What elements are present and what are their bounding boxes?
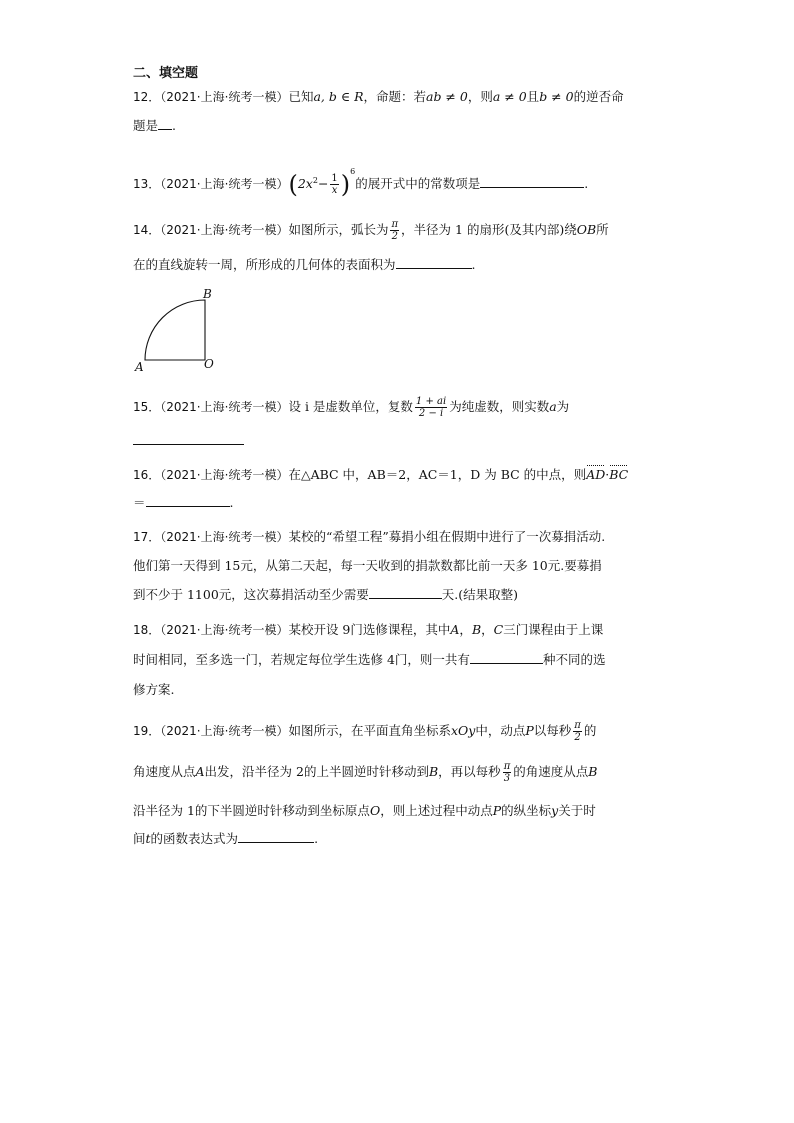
q17-line-2 (133, 557, 602, 575)
q16-text: 在△ABC 中，AB＝2，AC＝1，D 为 BC 的中点，则 (288, 467, 587, 482)
q13-fraction (330, 173, 338, 196)
q18-math: A (450, 622, 460, 637)
fraction-denominator: 3 (503, 773, 511, 784)
q19-text: 中，动点 (475, 723, 526, 738)
q16-source: 16．（2021·上海·统考一模） (133, 468, 289, 482)
q16-line-2 (133, 494, 234, 512)
fraction-numerator: 1 + ai (415, 396, 447, 407)
q14-text: 所 (596, 222, 609, 237)
q12-math: a, b ∈ R (313, 89, 364, 104)
q13-outer-exponent: 6 (350, 167, 356, 176)
q12-math: a ≠ 0 (492, 89, 527, 104)
q13-text: . (584, 176, 589, 191)
q19-math: P (492, 803, 502, 818)
fraction-numerator: π (503, 761, 511, 772)
q19-text: 的纵坐标 (501, 803, 552, 818)
right-paren: ) (340, 170, 351, 199)
q16-text: . (229, 495, 234, 510)
q18-text: 三门课程由于上课 (503, 622, 604, 637)
q19-text: 的角速度从点 (513, 764, 589, 779)
q15-line-2 (133, 432, 244, 450)
q12-text: 已知 (288, 89, 314, 104)
q15-line-1 (133, 396, 569, 419)
answer-blank[interactable] (480, 175, 584, 188)
q14-line-2 (133, 256, 476, 274)
q12-text: 且 (526, 89, 540, 104)
dot-product: · (605, 467, 610, 482)
q19-text: ，再以每秒 (438, 764, 501, 779)
q19-text: 的函数表达式为 (150, 831, 239, 846)
q19-text: 以每秒 (533, 723, 572, 738)
q19-math: y (551, 803, 559, 818)
q19-math: O (369, 803, 381, 818)
q14-text: 在的直线旋转一周，所形成的几何体的表面积为 (133, 257, 396, 272)
q13-exponent: 2 (312, 175, 318, 185)
q19-math: B (428, 764, 439, 779)
fraction-denominator: 2 − i (418, 408, 444, 419)
q19-text: 如图所示，在平面直角坐标系 (288, 723, 451, 738)
q19-text: ，则上述过程中动点 (380, 803, 493, 818)
q19-math: t (145, 831, 151, 846)
q18-text: 时间相同，至多选一门，若规定每位学生选修 4门，则一共有 (133, 652, 470, 667)
q14-text: . (471, 257, 476, 272)
q19-text: 的 (583, 723, 597, 738)
q19-math: xOy (450, 723, 476, 738)
point-label-o: O (204, 357, 214, 371)
q18-line-2 (133, 651, 605, 669)
q13-text: 的展开式中的常数项是 (355, 176, 481, 191)
answer-blank[interactable] (146, 494, 230, 507)
q18-line-3 (133, 681, 174, 699)
q16-line-1 (133, 466, 628, 484)
answer-blank[interactable] (369, 586, 442, 599)
q12-text: 的逆否命 (573, 89, 624, 104)
point-label-a: A (135, 360, 144, 374)
q15-text: 为纯虚数，则实数 (449, 399, 550, 414)
q14-text: ，半径为 1 的扇形(及其内部)绕 (401, 222, 577, 237)
section-title: 二、填空题 (133, 66, 199, 81)
q19-text: 出发，沿半径为 2的上半圆逆时针移动到 (204, 764, 429, 779)
q14-text: 如图所示，弧长为 (288, 222, 389, 237)
q17-text: 某校的“希望工程”募捐小组在假期中进行了一次募捐活动. (288, 529, 606, 544)
q18-text: 修方案. (133, 682, 175, 697)
q19-line-2 (133, 761, 597, 784)
q17-text: 到不少于 1100元，这次募捐活动至少需要 (133, 587, 369, 602)
q15-fraction (415, 396, 447, 419)
point-label-b: B (203, 287, 212, 301)
fraction-denominator: x (331, 185, 338, 196)
q14-fraction (390, 219, 399, 242)
q12-text: 题是 (133, 118, 159, 133)
q19-text: 角速度从点 (133, 764, 196, 779)
q19-line-3 (133, 802, 596, 820)
q14-source: 14．（2021·上海·统考一模） (133, 223, 289, 237)
q13-line (133, 163, 589, 199)
q19-line-1 (133, 720, 596, 743)
q15-text: 设 (288, 399, 305, 414)
sector-figure (131, 284, 223, 376)
vector-bc: BC (609, 467, 629, 482)
q15-text: i 是虚数单位，复数 (304, 399, 413, 414)
q12-text: . (172, 118, 176, 133)
fraction-denominator: 2 (574, 732, 581, 743)
q14-line-1 (133, 219, 609, 242)
left-paren: ( (288, 170, 298, 199)
fraction-numerator: 1 (331, 173, 338, 184)
vector-ad: AD (586, 467, 606, 482)
q17-source: 17．（2021·上海·统考一模） (133, 530, 289, 544)
q15-source: 15．（2021·上海·统考一模） (133, 400, 289, 414)
q12-math: ab ≠ 0 (426, 89, 468, 104)
q19-text: . (314, 831, 319, 846)
q17-line-3 (133, 586, 518, 604)
q17-line-1 (133, 528, 605, 546)
q19-line-4 (133, 830, 318, 848)
q18-text: 某校开设 9门选修课程，其中 (288, 622, 451, 637)
q19-source: 19．（2021·上海·统考一模） (133, 724, 289, 738)
answer-blank[interactable] (133, 432, 244, 445)
q17-text: 他们第一天得到 15元，从第二天起，每一天收到的捐款数都比前一天多 10元.要募捐 (133, 558, 602, 573)
q18-math: C (493, 622, 504, 637)
q18-math: B (471, 622, 482, 637)
q12-math: b ≠ 0 (539, 89, 574, 104)
fraction-numerator: π (391, 219, 399, 230)
q13-source: 13．（2021·上海·统考一模） (133, 177, 289, 191)
q12-line-2 (133, 117, 176, 135)
fraction-denominator: 2 (391, 231, 398, 242)
q13-math: − (317, 176, 329, 191)
q18-text: ， (459, 622, 472, 637)
q12-source: 12．（2021·上海·统考一模） (133, 90, 289, 104)
q15-text: 为 (556, 399, 570, 414)
q12-text: ，命题：若 (363, 89, 426, 104)
q17-text: 天.(结果取整) (441, 587, 519, 602)
q12-line-1 (133, 88, 624, 106)
q19-math: B (588, 764, 598, 779)
q18-line-1 (133, 621, 603, 639)
q19-fraction (573, 720, 582, 743)
fraction-numerator: π (574, 720, 581, 731)
q19-fraction (503, 761, 512, 784)
q14-math: OB (576, 222, 597, 237)
q13-math: 2x (297, 176, 313, 191)
q12-text: ，则 (467, 89, 493, 104)
q15-math: a (549, 399, 557, 414)
q16-text: ＝ (133, 495, 146, 510)
q18-source: 18．（2021·上海·统考一模） (133, 623, 289, 637)
q19-text: 关于时 (558, 803, 596, 818)
q18-text: 种不同的选 (542, 652, 606, 667)
sector-shape (145, 300, 205, 360)
answer-blank[interactable] (158, 117, 172, 130)
q19-text: 沿半径为 1的下半圆逆时针移动到坐标原点 (133, 803, 370, 818)
q18-text: ， (481, 622, 494, 637)
answer-blank[interactable] (396, 256, 472, 269)
answer-blank[interactable] (238, 830, 314, 843)
q19-math: P (525, 723, 534, 738)
q19-math: A (195, 764, 205, 779)
answer-blank[interactable] (470, 651, 543, 664)
q19-text: 间 (133, 831, 146, 846)
